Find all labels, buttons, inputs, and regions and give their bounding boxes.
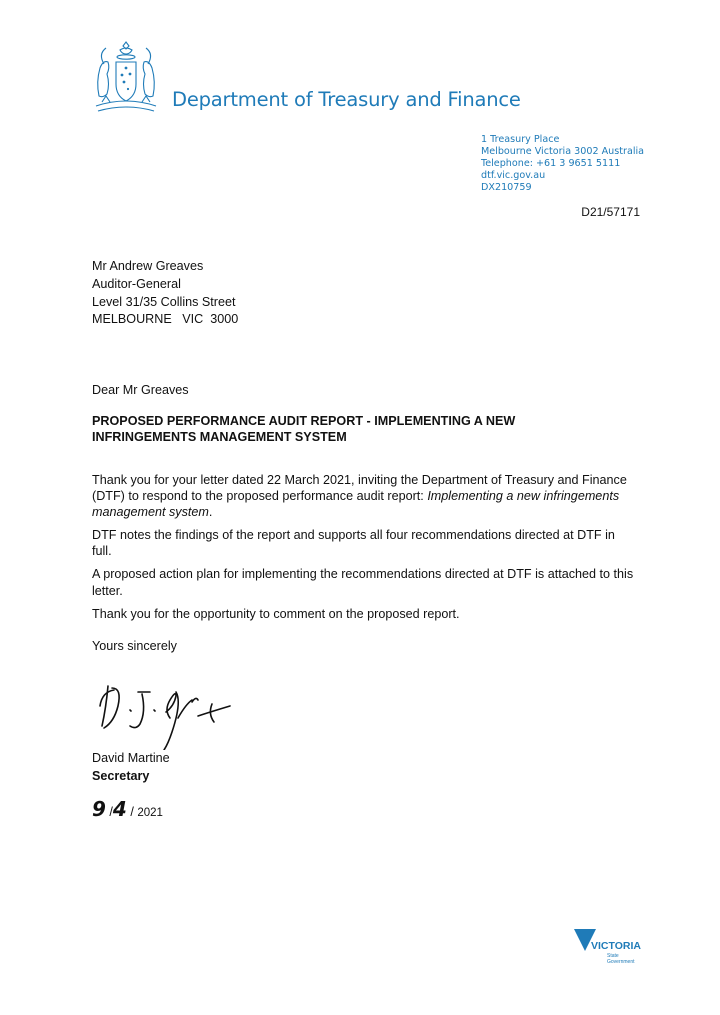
signatory-name: David Martine <box>92 751 170 765</box>
victoria-wordmark: VICTORIA <box>591 940 641 952</box>
recipient-street: Level 31/35 Collins Street <box>92 294 236 309</box>
signature <box>90 672 240 750</box>
body-paragraph-3: A proposed action plan for implementing the recommendations directed at DTF is attached to this letter. <box>92 567 634 598</box>
body-paragraph-4: Thank you for the opportunity to comment on the proposed report. <box>92 606 460 621</box>
recipient-position: Auditor-General <box>92 276 181 291</box>
department-name: Department of Treasury and Finance <box>172 88 521 111</box>
date-separator-1: / <box>105 805 113 819</box>
body-paragraph-2: DTF notes the findings of the report and supports all four recommendations directed at DTF in full. <box>92 528 615 559</box>
contact-telephone: Telephone: +61 3 9651 5111 <box>481 158 621 170</box>
contact-address: 1 Treasury Place <box>481 134 560 145</box>
date-day: 9 <box>92 797 106 821</box>
victoria-sub-state: State <box>607 953 619 959</box>
date-separator-2: / <box>126 805 138 819</box>
recipient-address <box>92 258 238 329</box>
contact-city: Melbourne Victoria 3002 Australia <box>481 146 645 158</box>
contact-website: dtf.vic.gov.au <box>481 170 546 182</box>
signatory-block <box>92 750 170 785</box>
letter-body <box>92 472 637 629</box>
body-paragraph-1 <box>92 472 637 520</box>
subject-line: PROPOSED PERFORMANCE AUDIT REPORT - IMPLEMENTING A NEW INFRINGEMENTS MANAGEMENT SYSTEM <box>92 414 516 444</box>
signatory-title: Secretary <box>92 768 150 783</box>
report-title: Implementing a new infringements management system <box>92 489 620 520</box>
recipient-city: MELBOURNE VIC 3000 <box>92 312 239 327</box>
date-year: 2021 <box>137 807 163 819</box>
body-p1-text: Thank you for your letter dated 22 March 2021, inviting the Department of Treasury and Finance (DTF) to respond to the proposed performance audit report: <box>92 473 627 504</box>
recipient-name: Mr Andrew Greaves <box>92 259 204 273</box>
reference-number: D21/57171 <box>581 205 640 219</box>
contact-dx: DX210759 <box>481 182 532 194</box>
victoria-sub-government: Government <box>607 959 635 965</box>
body-p1-end: . <box>208 505 213 520</box>
closing: Yours sincerely <box>92 639 177 653</box>
coat-of-arms-logo <box>90 38 162 120</box>
date-month: 4 <box>112 797 127 821</box>
salutation: Dear Mr Greaves <box>92 383 189 397</box>
victoria-state-government-logo <box>574 929 646 969</box>
contact-details <box>481 134 644 194</box>
signature-date <box>92 797 163 821</box>
